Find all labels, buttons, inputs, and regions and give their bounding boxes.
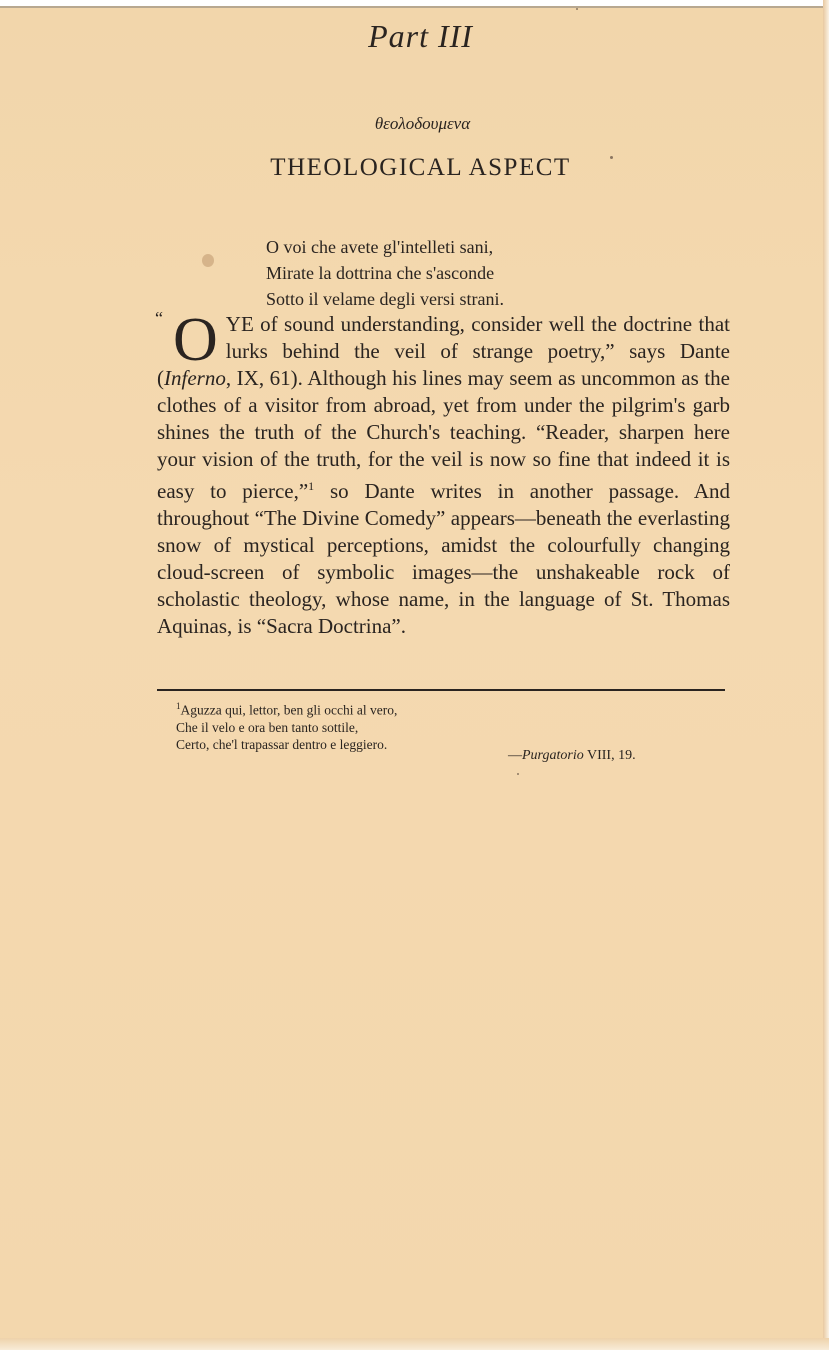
page-right-edge xyxy=(823,0,829,1350)
epigraph-line: Sotto il velame degli versi strani. xyxy=(266,289,504,309)
ink-smudge xyxy=(202,254,214,267)
citation-dash: — xyxy=(508,748,522,763)
epigraph xyxy=(266,234,504,312)
footnote-marker: 1 xyxy=(176,701,181,711)
body-text-segment: YE of sound understanding, consider well the doctrine that lurks behind the veil of strange poetry,” says Dante ( xyxy=(157,312,730,390)
body-text-segment: so Dante writes in another passage. And throughout “The Divine Comedy” appears—beneath the everlasting snow of mystical perceptions, amidst the colourfully changing cloud-screen of symbolic images—the unshakeable rock of scholastic theology, whose name, in the language of St. Thomas Aquinas, is “Sacra Doctrina”. xyxy=(157,479,730,638)
dust-speck xyxy=(517,773,519,775)
citation-reference: VIII, 19. xyxy=(583,748,636,763)
page-bottom-edge xyxy=(0,1338,829,1350)
dust-speck xyxy=(576,8,578,10)
drop-cap: O xyxy=(173,306,218,374)
part-title: Part III xyxy=(368,18,473,54)
footnote-line xyxy=(176,698,397,719)
page-top-edge xyxy=(0,0,829,8)
body-paragraph xyxy=(155,306,730,640)
footnote-line: Certo, che'l trapassar dentro e leggiero. xyxy=(176,736,388,752)
section-title: THEOLOGICAL ASPECT xyxy=(270,154,571,181)
footnote-divider xyxy=(157,689,725,691)
epigraph-line: Mirate la dottrina che s'asconde xyxy=(266,263,495,283)
epigraph-line: O voi che avete gl'intelleti sani, xyxy=(266,237,494,257)
citation-work: Purgatorio xyxy=(522,748,584,763)
footnote-line: Che il velo e ora ben tanto sottile, xyxy=(176,719,359,735)
greek-subtitle: θεολοδουμενα xyxy=(374,114,471,133)
body-text-segment: , IX, 61). Although his lines may seem as uncommon as the clothes of a visitor from abroad, yet from under the pilgrim's garb shines the truth of the Church's teaching. “Reader, sharpen here your vision of the truth, for the veil is now so fine that indeed it is easy to pierce,” xyxy=(157,366,730,503)
footnote-line-text: Aguzza qui, lettor, ben gli occhi al vero, xyxy=(180,702,398,718)
work-title-italic: Inferno xyxy=(164,366,226,390)
opening-quote-mark: “ xyxy=(155,308,163,328)
footnote-citation xyxy=(508,748,636,764)
footnote-reference[interactable]: 1 xyxy=(308,479,315,493)
footnote xyxy=(176,698,397,753)
